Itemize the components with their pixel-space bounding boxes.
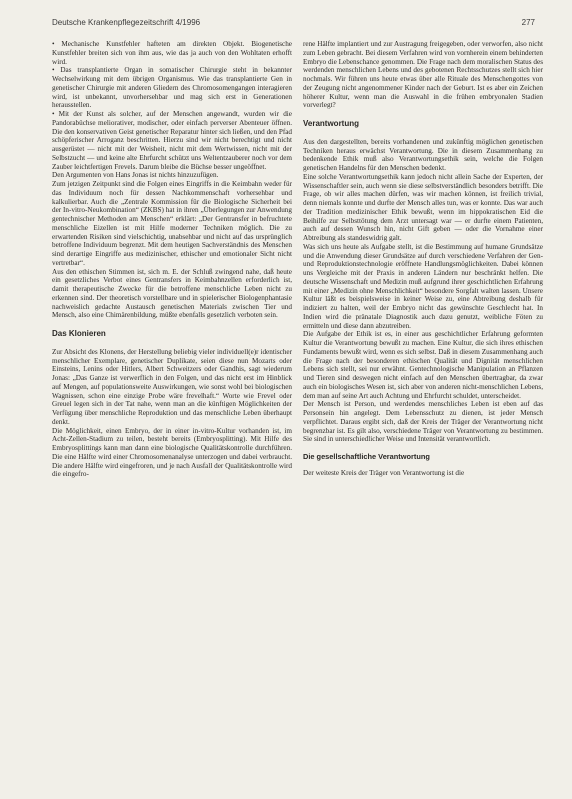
paragraph: Die Aufgabe der Ethik ist es, in einer aus geschichtlicher Erfahrung geformten Kultur die Verantwortung bewußt zu machen. Eine Kultur, die sich ihres ethischen Fundaments bewußt wird, wenn es sich selbst. Daß in diesem Zusammenhang auch die Frage nach der besonderen ethischen Qualität und Dignität menschlichen Lebens sich stellt, sei nur erwähnt. Gentechnologische Manipulation an Pflanzen und Tieren sind deswegen nicht einfach auf den Menschen übertragbar, da zwar auch ein biologisches Wesen ist, sich aber von anderen nicht-menschlichen Lebens, dem man auf seine Art auch Achtung und Ehrfurcht schuldet, unterscheidet. bbox=[303, 330, 543, 400]
page-number: 277 bbox=[521, 18, 535, 27]
subsection-heading-gesellschaft: Die gesellschaftliche Verantwortung bbox=[303, 452, 430, 461]
paragraph: Aus den ethischen Stimmen ist, sich m. E. der Schluß zwingend nahe, daß heute ein gesetzliches Verbot eines Gentransfers in Keimbahnzellen erforderlich ist, damit therapeutische Zwecke für die betroffene menschliche Leben nicht zu erkennen sind. Der theoretisch vorstellbare und in spielerischer Biologenphantasie nachweislich gedachte Austausch genetischen Materials zwischen Tier und Mensch, also eine Chimärenbildung, müßte ebenfalls gesetzlich verboten sein. bbox=[52, 267, 292, 320]
paragraph: Der Mensch ist Person, und werdendes menschliches Leben ist eben auf das Personsein hin angelegt. Dem Lebensschutz zu dienen, ist jeder Mensch verpflichtet. Daraus ergibt sich, daß der Kreis der Träger der Verantwortung nicht begrenzbar ist. Es gilt also, verschiedene Träger von Verantwortung zu bestimmen. Sie sind in unterschiedlicher Weise und Intensität verantwortlich. bbox=[303, 400, 543, 444]
bullet-paragraph: • Mit der Kunst als solcher, auf der Menschen angewandt, wurden wir die Pandorabüchse meliorativer, modischer, oder einfach perverser Abenteuer öffnen. Die den konservativen Geist genetischer Reparatur hinter sich ließen, und den Pfad schöpferischer Arroganz beschritten. Hierzu sind wir nicht berechtigt und nicht ausgerüstet — nicht mit der Weisheit, nicht mit dem Wertwissen, nicht mit der Selbstzucht — und keine alte Ehrfurcht schützt uns Weltentzauberer noch vor dem Zauber leichtfertigen Frevels. Darum bleibe die Büchse besser ungeöffnet. bbox=[52, 110, 292, 171]
left-column bbox=[52, 40, 292, 792]
bullet-paragraph: • Das transplantierte Organ in somatischer Chirurgie steht in bekannter Wechselwirkung mit dem übrigen Organismus. Wie das transplantierte Gen in genetischer Chirurgie mit anderen Gliedern des Chromosomengangen interagieren wird, ist unbekannt, unvorhersehbar und mag sich erst in Generationen herausstellen. bbox=[52, 66, 292, 110]
paragraph: Zur Absicht des Klonens, der Herstellung beliebig vieler individuell(e)r identischer menschlicher Exemplare, genetischer Duplikate, seien diese nun Mozarts oder Einsteins, Lenins oder Hitlers, Albert Schweitzers oder Gandhis, sagt wiederum Jonas: „Das Ganze ist verwerflich in den Folgen, und das nicht erst im Hinblick auf Mengen, auf populationsweite Auswirkungen, wie sonst wohl bei biologischen Wagnissen, schon eine einzige Probe wäre frevelhaft.“ Worte wie Frevel oder Greuel legen sich in der Tat nahe, wenn man an die künftigen Möglichkeiten der Verfügung über menschliche Reproduktion und das menschliche Leben überhaupt denkt. bbox=[52, 347, 292, 426]
paragraph: rene Hälfte implantiert und zur Austragung freigegeben, oder verworfen, also nicht zum Leben gebracht. Bei diesem Verfahren wird von vornherein einem behinderten Embryo die Lebenschance genommen. Die Frage nach dem moralischen Status des werdenden menschlichen Lebens und des gebotenen Rechtsschutzes stellt sich hier nochmals. Wir führen uns heute etwas über alle Rituale des Menschengottes von der Zeugung nicht angenommener Kinder nach der Geburt. Ist es aber ein Zeichen höherer Kultur, wenn man die Auswahl in die frühen embryonalen Stadien vorverlegt? bbox=[303, 40, 543, 110]
running-header: Deutsche Krankenpflegezeitschrift 4/1996 bbox=[52, 18, 201, 27]
right-column bbox=[303, 40, 543, 792]
section-heading-verantwortung: Verantwortung bbox=[303, 119, 360, 128]
paragraph: Eine solche Verantwortungsethik kann jedoch nicht allein Sache der Experten, der Wissenschaftler sein, auch wenn sie diese selbstverständlich besonders betrifft. Die Frage, ob wir alles machen dürfen, was wir machen können, ist freilich trivial, denn niemals konnte und durfte der Mensch alles tun, was er konnte. Das war auch der Tradition medizinischer Ethik bewußt, wenn im hippokratischen Eid die Beihilfe zur Selbsttötung dem Arzt untersagt war — er durfte einem Patienten, auch auf dessen Wunsch hin, nicht Gift geben — oder die Vornahme einer Abtreibung als standeswidrig galt. bbox=[303, 172, 543, 242]
paragraph: Den Argumenten von Hans Jonas ist nichts hinzuzufügen. bbox=[52, 171, 219, 180]
paragraph: Zum jetzigen Zeitpunkt sind die Folgen eines Eingriffs in die Keimbahn weder für das Individuum noch für dessen Nachkommenschaft vorhersehbar und kalkulierbar. Auch die „Zentrale Kommission für die Biologische Sicherheit bei der In-vitro-Neukombination“ (ZKBS) hat in ihren „Überlegungen zur Anwendung gentechnischer Methoden am Menschen“ erklärt: „Der Gentransfer in befruchtete menschliche Eizellen ist mit Hilfe moderner Techniken möglich. Die zu erwartenden Risiken sind vielschichtig, unabsehbar und nicht auf das ursprünglich betroffene Individuum begrenzt. Mit dem heutigen Sachverständnis des Menschen sind derartige Eingriffe aus medizinischer, ethischer und emotionaler Sicht nicht vertretbar“. bbox=[52, 180, 292, 267]
paragraph: Aus den dargestellten, bereits vorhandenen und zukünftig möglichen genetischen Techniken heraus erwächst Verantwortung. Die in diesem Zusammenhang zu bedenkende Ethik muß also Verantwortungsethik sein, welche die Folgen genetischen Handelns für den Menschen bedenkt. bbox=[303, 137, 543, 172]
paragraph: Die Möglichkeit, einen Embryo, der in einer in-vitro-Kultur vorhanden ist, im Acht-Zellen-Stadium zu teilen, besteht bereits (Embryosplitting). Mit Hilfe des Embryosplittings kann man dann eine biologische Qualitätskontrolle durchführen. Die eine Hälfte wird einer Chromosomenanalyse unterzogen und dabei verbraucht. Die andere Hälfte wird eingefroren, und je nach Ausfall der Qualitätskontrolle wird die eingefro- bbox=[52, 426, 292, 479]
paragraph: Der weiteste Kreis der Träger von Verantwortung ist die bbox=[303, 468, 465, 477]
paragraph: Was sich uns heute als Aufgabe stellt, ist die Bestimmung auf humane Grundsätze und die Anwendung dieser Grundsätze auf durch verschiedene Verfahren der Gen- und Reproduktionstechnologie eröffnete Handlungsmöglichkeiten. Dabei können uns Vergleiche mit der Praxis in anderen Ländern nur beschränkt helfen. Die deutsche Wissenschaft und Medizin muß aufgrund ihrer geschichtlichen Erfahrung mit einer „Medizin ohne Menschlichkeit“ besondere Sorgfalt walten lassen. Unsere Kultur läßt es beispielsweise in keiner Weise zu, eine Abtreibung deshalb für indiziert zu halten, weil der Embryo nicht das gewünschte Geschlecht hat. In Indien wird die pränatale Diagnostik auch dazu genutzt, weibliche Föten zu ermitteln und diese dann abzutreiben. bbox=[303, 242, 543, 330]
section-heading-klonieren: Das Klonieren bbox=[52, 329, 106, 338]
bullet-paragraph: • Mechanische Kunstfehler hafteten am direkten Objekt. Biogenetische Kunstfehler breiten sich von ihm aus, wie das ja auch von den Wohltaten erhofft wird. bbox=[52, 40, 292, 66]
